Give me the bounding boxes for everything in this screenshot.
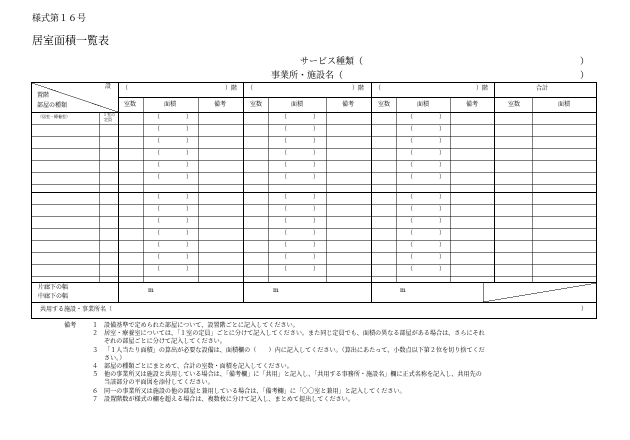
- corner-label-left-1: 置階: [37, 92, 50, 99]
- area-paren-open: （: [281, 206, 288, 213]
- area-paren-close: ）: [439, 230, 446, 237]
- area-paren-close: ）: [186, 114, 193, 121]
- area-paren-close: ）: [313, 206, 320, 213]
- area-paren-close: ）: [313, 174, 320, 181]
- area-paren-close: ）: [186, 266, 193, 273]
- capacity-note-line-1: １室の: [103, 112, 115, 117]
- area-paren-close: ）: [313, 162, 320, 169]
- area-paren-close: ）: [313, 126, 320, 133]
- floor-2-close-paren: ）階: [352, 85, 365, 92]
- notes-section: [64, 322, 485, 404]
- capacity-note-line-2: 定員: [104, 117, 112, 122]
- note-text: 「１人当たり面積」の算出が必要な設備は、面積欄の（ ）内に記入してください。（算出にあたって、小数点以下第２位を切り捨てくだ: [104, 346, 485, 354]
- area-paren-close: ）: [439, 254, 446, 261]
- col-rooms-1: 室数: [124, 101, 137, 108]
- area-paren-close: ）: [186, 138, 193, 145]
- form-number: 様式第１６号: [32, 14, 87, 24]
- corner-label-top: 設: [105, 83, 112, 90]
- area-paren-open: （: [154, 194, 161, 201]
- shared-facility-label: 共用する施設・事業所名（: [40, 306, 113, 313]
- area-paren-open: （: [154, 230, 161, 237]
- area-paren-open: （: [154, 162, 161, 169]
- area-paren-close: ）: [439, 150, 446, 157]
- area-paren-open: （: [407, 162, 414, 169]
- area-paren-open: （: [407, 194, 414, 201]
- floor-1-close-paren: ）階: [225, 85, 238, 92]
- area-paren-open: （: [154, 266, 161, 273]
- area-paren-close: ）: [313, 150, 320, 157]
- floor-3-close-paren: ）階: [476, 85, 489, 92]
- note-text: 同一の事業所又は施設の他の部屋と兼用している場合は、「備考欄」に「〇〇室と兼用」と記入してください。: [104, 387, 406, 395]
- area-paren-open: （: [407, 138, 414, 145]
- area-paren-open: （: [281, 218, 288, 225]
- area-paren-open: （: [154, 254, 161, 261]
- area-paren-open: （: [154, 174, 161, 181]
- area-paren-close: ）: [186, 206, 193, 213]
- area-paren-open: （: [154, 150, 161, 157]
- corridor-meter-1: m: [148, 287, 154, 294]
- room-type-sublabel: （居室・療養室）: [38, 114, 70, 119]
- floor-3-open-paren: （: [375, 85, 382, 92]
- corridor-one-side-label: 片廊下の幅: [38, 284, 69, 291]
- note-item: [64, 363, 485, 371]
- note-item: [64, 396, 485, 404]
- area-paren-close: ）: [439, 126, 446, 133]
- corridor-meter-3: m: [400, 287, 406, 294]
- area-paren-close: ）: [186, 126, 193, 133]
- area-paren-close: ）: [439, 162, 446, 169]
- area-paren-close: ）: [313, 230, 320, 237]
- note-number: ２: [92, 330, 99, 338]
- note-number: ６: [92, 387, 99, 395]
- note-number: ７: [92, 395, 99, 403]
- area-paren-close: ）: [186, 194, 193, 201]
- note-text: 部屋の種類ごとにまとめて、合計の室数・面積を記入してください。: [104, 363, 293, 371]
- area-paren-open: （: [281, 138, 288, 145]
- area-paren-close: ）: [186, 150, 193, 157]
- note-item: [64, 388, 485, 396]
- area-paren-open: （: [154, 126, 161, 133]
- area-paren-open: （: [407, 266, 414, 273]
- office-name-close-paren: ）: [580, 71, 590, 81]
- area-paren-open: （: [154, 218, 161, 225]
- col-rooms-total: 室数: [508, 101, 521, 108]
- floor-2-open-paren: （: [247, 85, 254, 92]
- service-type-label: サービス種類（: [300, 57, 364, 67]
- area-paren-close: ）: [186, 218, 193, 225]
- area-paren-open: （: [407, 218, 414, 225]
- area-paren-close: ）: [313, 114, 320, 121]
- notes-label: 備考: [64, 322, 77, 329]
- service-type-close-paren: ）: [580, 57, 590, 67]
- area-paren-open: （: [407, 242, 414, 249]
- area-paren-open: （: [154, 206, 161, 213]
- area-paren-open: （: [407, 206, 414, 213]
- area-paren-open: （: [407, 230, 414, 237]
- area-paren-open: （: [407, 126, 414, 133]
- note-item: [64, 322, 485, 330]
- area-paren-open: （: [281, 266, 288, 273]
- col-area-3: 面積: [417, 101, 430, 108]
- corridor-meter-2: m: [273, 287, 279, 294]
- note-item-continued: [64, 355, 485, 363]
- note-text: 当該部分の平面図を添付してください。: [104, 379, 214, 387]
- area-paren-open: （: [281, 174, 288, 181]
- area-paren-open: （: [407, 254, 414, 261]
- area-paren-open: （: [407, 150, 414, 157]
- col-area-2: 面積: [291, 101, 304, 108]
- area-paren-close: ）: [313, 218, 320, 225]
- area-paren-open: （: [281, 242, 288, 249]
- area-paren-close: ）: [313, 242, 320, 249]
- document-title: 居室面積一覧表: [32, 34, 109, 47]
- note-text: さい。）: [104, 354, 126, 362]
- area-paren-close: ）: [186, 242, 193, 249]
- area-paren-close: ）: [186, 254, 193, 261]
- col-area-total: 面積: [558, 101, 571, 108]
- corner-label-left-2: 部屋の種類: [37, 102, 68, 109]
- area-paren-close: ）: [439, 218, 446, 225]
- area-paren-close: ）: [186, 162, 193, 169]
- note-text: ぞれの部屋ごとに分けて記入してください。: [104, 338, 226, 346]
- note-item-continued: [64, 338, 485, 346]
- area-paren-open: （: [154, 242, 161, 249]
- col-area-1: 面積: [164, 101, 177, 108]
- area-paren-close: ）: [439, 206, 446, 213]
- note-number: ５: [92, 371, 99, 379]
- floor-1-open-paren: （: [122, 85, 129, 92]
- area-paren-open: （: [281, 126, 288, 133]
- note-item-continued: [64, 379, 485, 387]
- note-item: [64, 347, 485, 355]
- area-paren-close: ）: [439, 114, 446, 121]
- total-header: 合計: [536, 85, 549, 92]
- area-paren-open: （: [407, 174, 414, 181]
- area-paren-close: ）: [439, 174, 446, 181]
- note-text: 設備基準で定められた部屋について、設置階ごとに記入してください。: [104, 322, 299, 329]
- col-rooms-2: 室数: [250, 101, 263, 108]
- note-number: ３: [92, 346, 99, 354]
- area-paren-close: ）: [313, 138, 320, 145]
- area-paren-close: ）: [439, 242, 446, 249]
- col-remarks-3: 備考: [466, 101, 479, 108]
- area-paren-close: ）: [439, 138, 446, 145]
- area-paren-open: （: [154, 114, 161, 121]
- area-paren-close: ）: [439, 266, 446, 273]
- note-text: 設置階数が様式の欄を超える場合は、複数枚に分けて記入し、まとめて提出してください。: [104, 395, 354, 403]
- col-remarks-2: 備考: [342, 101, 355, 108]
- area-paren-open: （: [281, 194, 288, 201]
- note-text: 居室・療養室については、「１室の定員」ごとに分けて記入してください。また同じ定員でも、面積の異なる部屋がある場合は、さらにそれ: [104, 330, 485, 338]
- note-number: １: [92, 322, 99, 329]
- area-paren-open: （: [281, 114, 288, 121]
- area-paren-open: （: [407, 114, 414, 121]
- area-paren-close: ）: [439, 194, 446, 201]
- area-paren-open: （: [154, 138, 161, 145]
- corridor-center-label: 中廊下の幅: [38, 293, 69, 300]
- office-name-label: 事業所・施設名（: [271, 71, 344, 81]
- area-paren-close: ）: [313, 194, 320, 201]
- note-number: ４: [92, 363, 99, 371]
- area-paren-close: ）: [186, 230, 193, 237]
- area-paren-close: ）: [313, 254, 320, 261]
- area-paren-close: ）: [313, 266, 320, 273]
- area-paren-open: （: [281, 150, 288, 157]
- col-remarks-1: 備考: [214, 101, 227, 108]
- area-paren-close: ）: [186, 174, 193, 181]
- shared-facility-close-paren: ）: [581, 306, 588, 313]
- area-paren-open: （: [281, 230, 288, 237]
- area-paren-open: （: [281, 254, 288, 261]
- area-paren-open: （: [281, 162, 288, 169]
- note-text: 他の事業所又は施設と共用している場合は、「備考欄」に「共用」と記入し、「共用する事務所・施設名」欄に正式名称を記入し、共用先の: [104, 371, 482, 379]
- col-rooms-3: 室数: [378, 101, 391, 108]
